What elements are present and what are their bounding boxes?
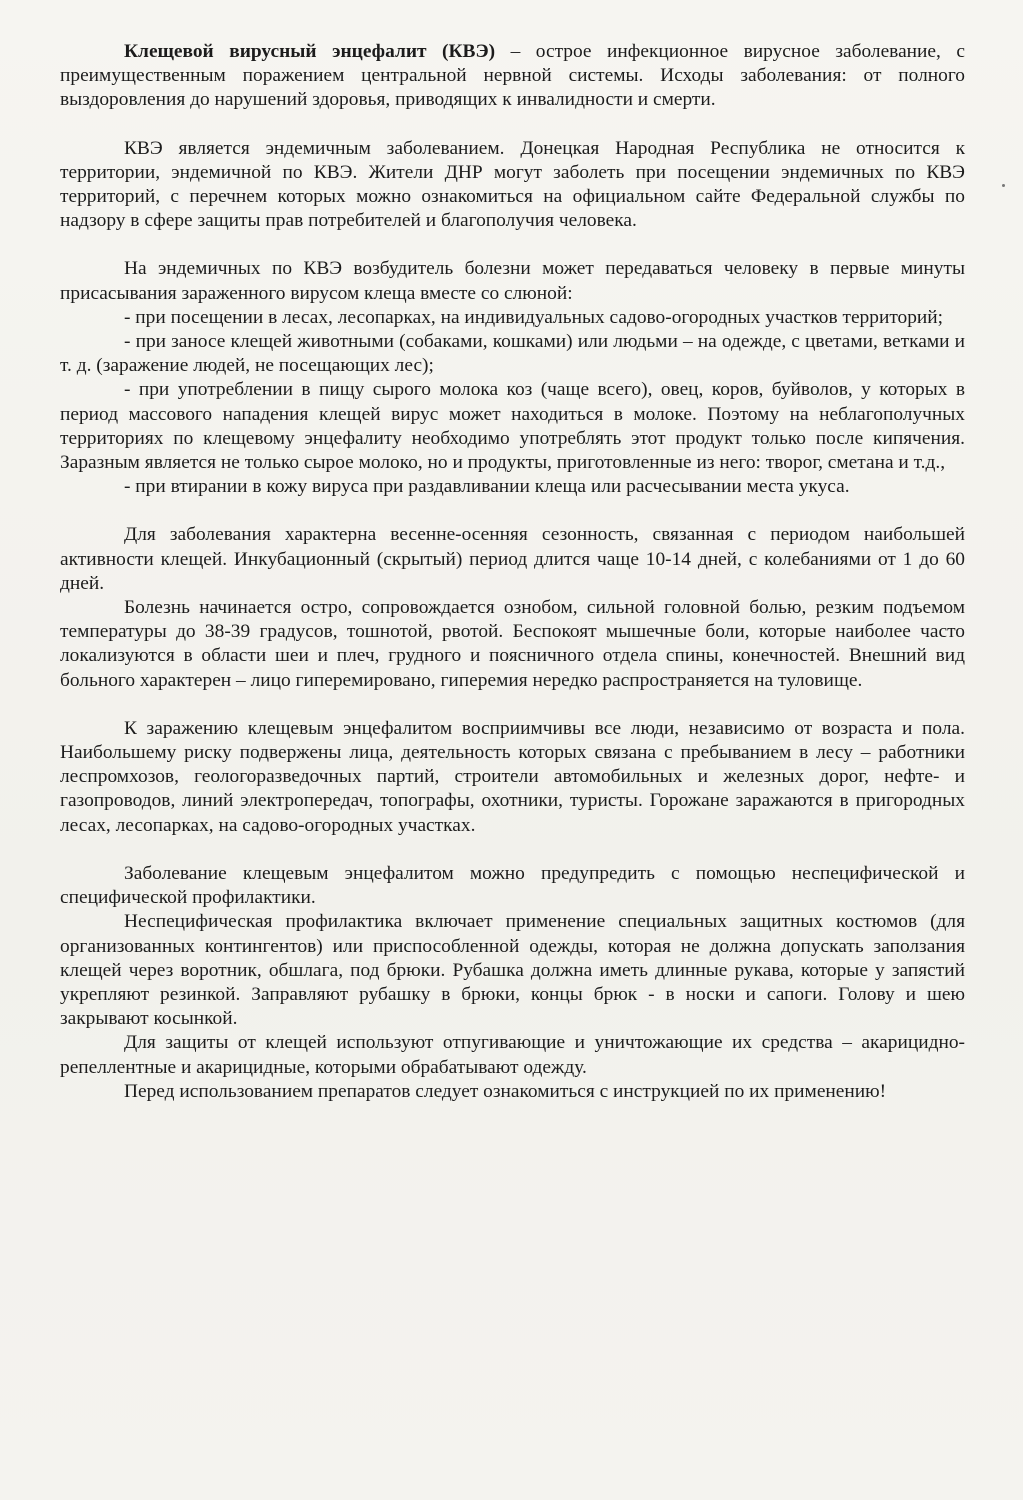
endemic-paragraph: КВЭ является эндемичным заболеванием. Донецкая Народная Республика не относится к территории, эндемичной по КВЭ. Жители ДНР могут заболеть при посещении эндемичных по КВЭ территорий, с перечнем которых можно ознакомиться на официальном сайте Федеральной службы по надзору в сфере защиты прав потребителей и благополучия человека. [60,137,965,232]
instructions-paragraph: Перед использованием препаратов следует ознакомиться с инструкцией по их применению! [124,1080,887,1102]
prevention-paragraph: Заболевание клещевым энцефалитом можно предупредить с помощью неспецифической и специфической профилактики. [60,862,965,909]
scan-speck [1002,184,1005,187]
transmission-item-animals: - при заносе клещей животными (собаками, кошками) или людьми – на одежде, с цветами, ветками и т. д. (заражение людей, не посещающих лес); [60,331,965,377]
symptoms-paragraph: Болезнь начинается остро, сопровождается ознобом, сильной головной болью, резким подъемом температуры до 38-39 градусов, тошнотой, рвотой. Беспокоят мышечные боли, которые наиболее часто локализуются в области шеи и плеч, грудного и поясничного отдела спины, конечностей. Внешний вид больного характерен – лицо гиперемировано, гиперемия нередко распространяется на туловище. [60,597,965,691]
transmission-item-forest: - при посещении в лесах, лесопарках, на индивидуальных садово-огородных участков территорий; [124,306,944,328]
disease-title: Клещевой вирусный энцефалит (КВЭ) [124,41,496,62]
repellents-paragraph: Для защиты от клещей используют отпугивающие и уничтожающие их средства – акарицидно-репеллентные и акарицидные, которыми обрабатывают одежду. [60,1032,965,1078]
transmission-item-crushing: - при втирании в кожу вируса при раздавливании клеща или расчесывании места укуса. [124,476,850,498]
transmission-item-milk: - при употреблении в пищу сырого молока коз (чаще всего), овец, коров, буйволов, у которых в период массового нападения клещей вирус может находиться в молоке. Поэтому на неблагополучных территориях по клещевому энцефалиту необходимо употреблять этот продукт только после кипячения. Заразным является не только сырое молоко, но и продукты, приготовленные из него: творог, сметана и т.д., [60,379,965,474]
intro-paragraph [60,40,965,113]
intro-text: – острое инфекционное вирусное заболевание, с преимущественным поражением центральной нервной системы. Исходы заболевания: от полного выздоровления до нарушений здоровья, приводящих к инвалидности и смерти. [60,41,965,111]
risk-groups-paragraph: К заражению клещевым энцефалитом восприимчивы все люди, независимо от возраста и пола. Наибольшему риску подвержены лица, деятельность которых связана с пребыванием в лесу – работники леспромхозов, геологоразведочных партий, строители автомобильных и железных дорог, нефте- и газопроводов, линий электропередач, топографы, охотники, туристы. Горожане заражаются в пригородных лесах, лесопарках, на садово-огородных участках. [60,717,965,836]
nonspecific-prevention-paragraph: Неспецифическая профилактика включает применение специальных защитных костюмов (для организованных контингентов) или приспособленной одежды, которая не должна допускать заползания клещей через воротник, обшлага, под брюки. Рубашка должна иметь длинные рукава, которые у запястий укрепляют резинкой. Заправляют рубашку в брюки, концы брюк - в носки и сапоги. Голову и шею закрывают косынкой. [60,911,965,1030]
transmission-paragraph: На эндемичных по КВЭ возбудитель болезни может передаваться человеку в первые минуты присасывания зараженного вирусом клеща вместе со слюной: [60,258,965,304]
seasonality-paragraph: Для заболевания характерна весенне-осенняя сезонность, связанная с периодом наибольшей активности клещей. Инкубационный (скрытый) период длится чаще 10-14 дней, с колебаниями от 1 до 60 дней. [60,524,965,594]
